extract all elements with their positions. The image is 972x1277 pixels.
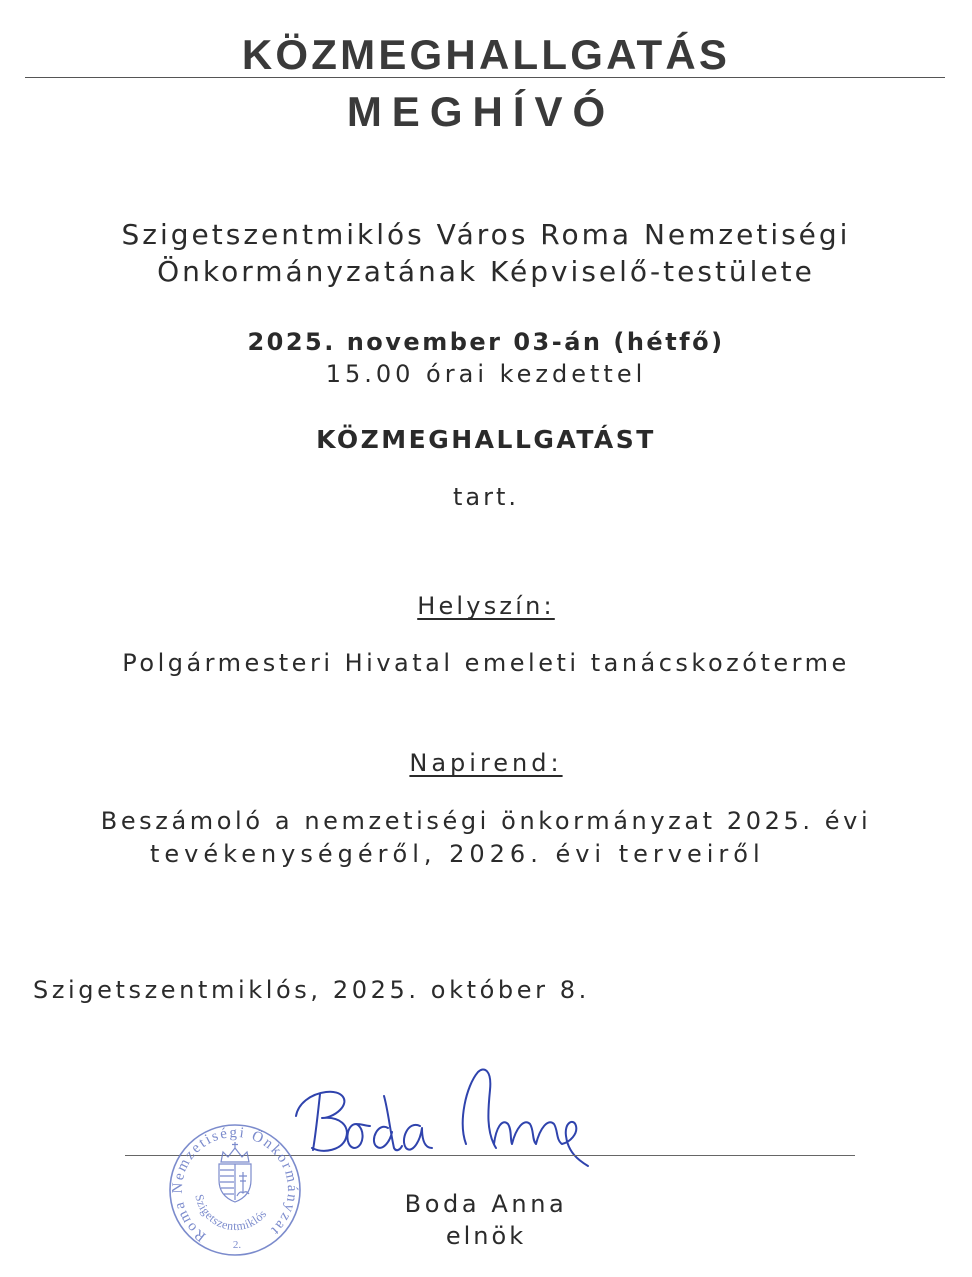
stamp-inner-text: Szigetszentmiklós [192,1192,270,1234]
agenda-heading [0,751,972,775]
agenda-label: Napirend: [409,749,563,777]
event-verb: tart. [452,483,520,511]
location-text: Polgármesteri Hivatal emeleti tanácskozóterme [122,649,850,677]
stamp-outer-text: Roma Nemzetiségi Önkormányzat [169,1124,301,1245]
agenda-line-2: tevékenységéről, 2026. évi terveiről [150,840,765,868]
stamp-number: 2. [232,1239,242,1251]
signature-letter-a [404,1125,432,1150]
organizer-line-2: Önkormányzatának Képviselő-testülete [157,255,815,288]
signer-title: elnök [445,1222,527,1250]
document-title: KÖZMEGHALLGATÁS [241,31,731,78]
signature-letter-capital-a [463,1069,496,1148]
location-label: Helyszín: [417,592,555,620]
signature-letter-o [347,1124,370,1148]
signature-letters-nna [494,1122,588,1166]
agenda-line-1: Beszámoló a nemzetiségi önkormányzat 2025. évi [100,807,872,835]
organizer-line-1: Szigetszentmiklós Város Roma Nemzetiségi [121,218,851,251]
event-date: 2025. november 03-án (hétfő) [247,328,725,356]
event-time: 15.00 órai kezdettel [325,360,647,388]
signer-name: Boda Anna [404,1190,568,1218]
signature-letter-d [374,1096,402,1150]
header-rule [25,77,945,78]
document-subtitle: MEGHÍVÓ [346,88,616,135]
place-and-date: Szigetszentmiklós, 2025. október 8. [33,976,590,1004]
location-heading [0,594,972,618]
event-name: KÖZMEGHALLGATÁST [316,425,656,454]
